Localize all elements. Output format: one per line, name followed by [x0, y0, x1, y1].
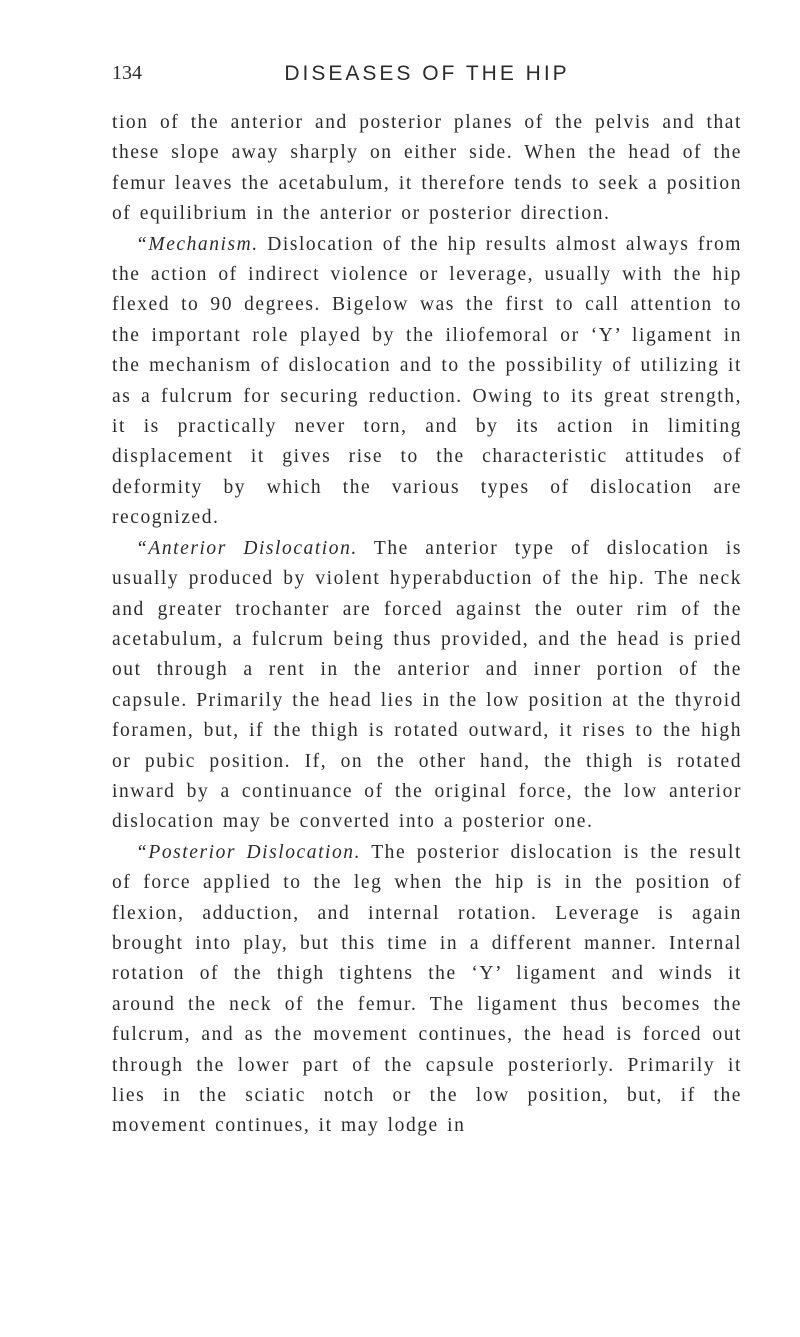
running-head	[112, 62, 742, 96]
section-heading-anterior-dislocation: “Anterior Dislocation.	[136, 537, 358, 559]
paragraph-posterior-dislocation	[112, 838, 742, 1142]
running-title: DISEASES OF THE HIP	[284, 62, 570, 85]
paragraph-continuation	[112, 108, 742, 230]
page-number: 134	[112, 62, 142, 84]
paragraph-text: tion of the anterior and posterior planes of the pelvis and that these slope away sharply on either side. When the head of the femur leaves the acetabulum, it therefore tends to seek a position of equilibrium in the anterior or posterior direction.	[112, 112, 742, 225]
paragraph-mechanism	[112, 230, 742, 534]
book-page	[112, 62, 742, 1142]
section-heading-mechanism: “Mechanism.	[136, 233, 259, 255]
paragraph-text: The posterior dislocation is the result of force applied to the leg when the hip is in the position of flexion, adduction, and internal rotation. Leverage is again brought into play, but this time in a different manner. Internal rotation of the thigh tightens the ‘Y’ ligament and winds it around the neck of the femur. The ligament thus becomes the fulcrum, and as the movement continues, the head is forced out through the lower part of the capsule posteriorly. Primarily it lies in the sciatic notch or the low position, but, if the movement continues, it may lodge in	[112, 841, 742, 1137]
paragraph-text: Dislocation of the hip results almost always from the action of indirect violence or leverage, usually with the hip flexed to 90 degrees. Bigelow was the first to call attention to the important role played by the iliofemoral or ‘Y’ ligament in the mechanism of dislocation and to the possibility of utilizing it as a fulcrum for securing reduction. Owing to its great strength, it is practically never torn, and by its action in limiting displacement it gives rise to the characteristic attitudes of deformity by which the various types of dislocation are recognized.	[112, 233, 742, 529]
paragraph-text: The anterior type of dislocation is usually produced by violent hyperabduction of the hip. The neck and greater trochanter are forced against the outer rim of the acetabulum, a fulcrum being thus provided, and the head is pried out through a rent in the anterior and inner portion of the capsule. Primarily the head lies in the low position at the thyroid foramen, but, if the thigh is rotated outward, it rises to the high or pubic position. If, on the other hand, the thigh is rotated inward by a continuance of the original force, the low anterior dislocation may be converted into a posterior one.	[112, 537, 742, 833]
paragraph-anterior-dislocation	[112, 534, 742, 838]
body-text	[112, 108, 742, 1142]
section-heading-posterior-dislocation: “Posterior Dislocation.	[136, 841, 362, 863]
